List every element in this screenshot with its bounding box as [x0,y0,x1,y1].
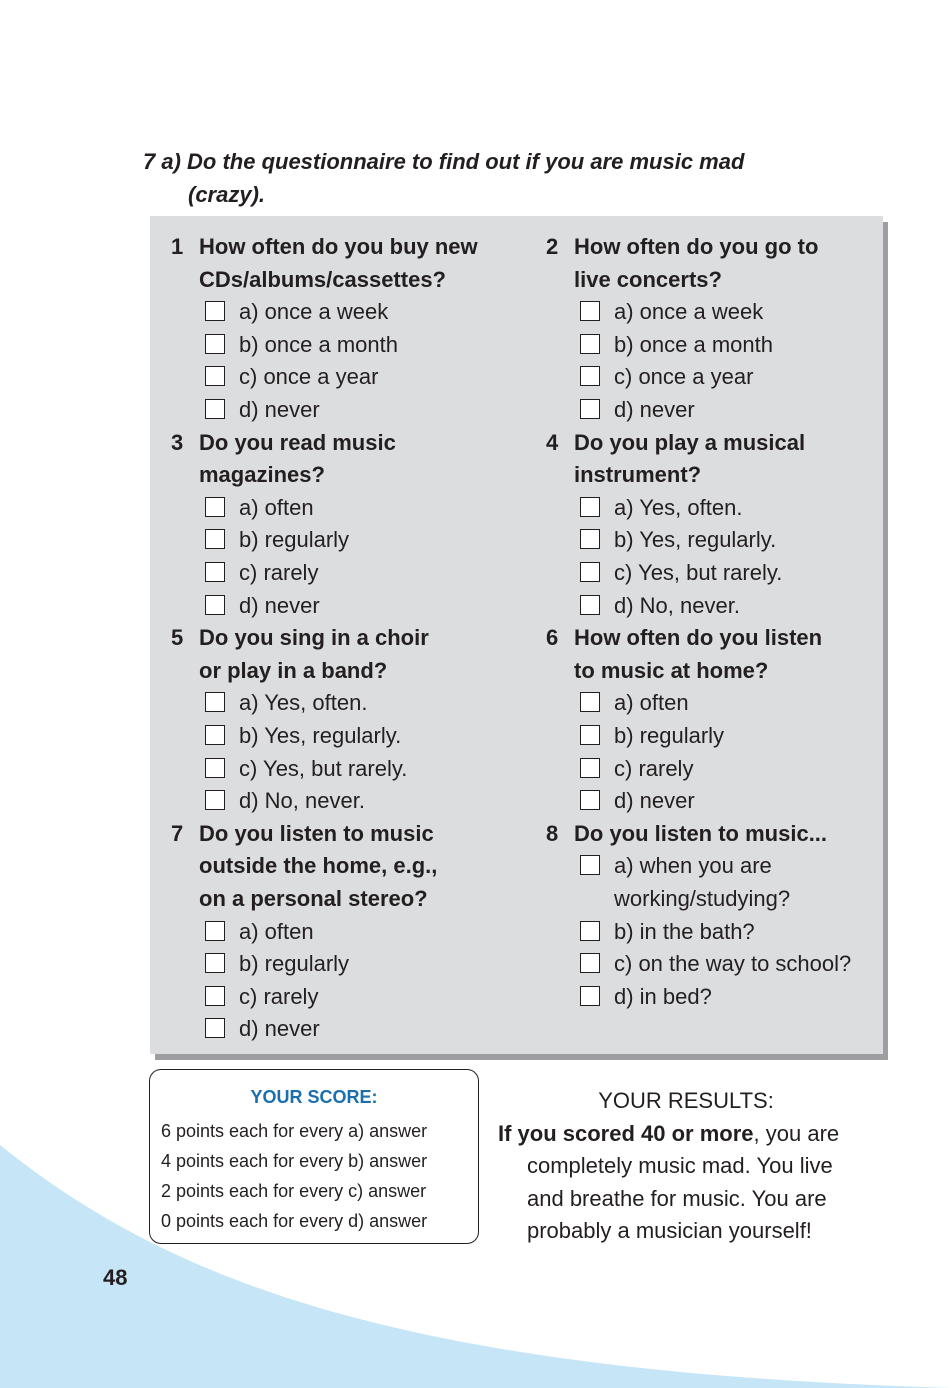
question-number: 3 [171,429,184,455]
checkbox[interactable] [205,1018,225,1038]
questionnaire-panel [150,216,883,1054]
question-text-line: How often do you buy new [199,234,478,259]
option-b[interactable] [171,948,437,981]
option-label: d) No, never. [614,592,740,618]
option-d[interactable] [171,1013,437,1046]
option-b[interactable] [171,524,396,557]
question-text-line: CDs/albums/cassettes? [199,266,446,292]
option-a[interactable] [171,296,478,329]
checkbox[interactable] [580,529,600,549]
option-a[interactable] [546,687,822,720]
question-text-line: Do you read music [199,429,396,455]
checkbox[interactable] [580,366,600,386]
option-label: a) Yes, often. [239,690,368,716]
checkbox[interactable] [205,497,225,517]
checkbox[interactable] [580,953,600,973]
option-label: c) Yes, but rarely. [239,755,408,781]
option-label: c) rarely [239,983,319,1009]
option-d[interactable] [171,590,396,623]
question-number: 4 [546,429,559,455]
page-number: 48 [103,1265,128,1290]
score-line: 0 points each for every d) answer [161,1211,428,1231]
question-text-line: Do you listen to music [199,820,434,846]
question-text-line: or play in a band? [199,657,388,683]
checkbox[interactable] [580,692,600,712]
question-text-line: How often do you listen [574,625,823,651]
results-text: and breathe for music. You are [527,1185,827,1211]
option-c[interactable] [546,753,822,786]
option-label: b) Yes, regularly. [614,527,777,553]
checkbox[interactable] [205,529,225,549]
option-label: a) once a week [239,299,389,325]
score-box [149,1069,479,1244]
question-number: 8 [546,820,559,846]
option-d[interactable] [546,394,818,427]
option-label: b) once a month [239,331,398,357]
results-section [498,1085,918,1248]
option-label: a) often [614,690,689,716]
question-1 [171,231,478,427]
option-label: b) in the bath? [614,918,755,944]
option-b[interactable] [546,329,818,362]
question-3 [171,427,396,623]
option-label: c) rarely [239,559,319,585]
question-text [574,427,805,492]
option-c[interactable] [546,557,805,590]
option-a[interactable] [546,850,851,915]
checkbox[interactable] [580,758,600,778]
checkbox[interactable] [205,301,225,321]
checkbox[interactable] [205,366,225,386]
question-text-line: on a personal stereo? [199,885,428,911]
option-a[interactable] [171,916,437,949]
option-label: b) Yes, regularly. [239,722,402,748]
checkbox[interactable] [205,399,225,419]
option-b[interactable] [546,720,822,753]
exercise-heading [143,145,863,211]
checkbox[interactable] [205,725,225,745]
checkbox[interactable] [580,921,600,941]
option-label: d) never [239,1016,320,1042]
option-label: c) on the way to school? [614,951,852,977]
question-text-line: magazines? [199,462,325,488]
option-label: d) No, never. [239,788,365,814]
checkbox[interactable] [580,399,600,419]
checkbox[interactable] [205,758,225,778]
checkbox[interactable] [580,334,600,354]
option-a[interactable] [546,492,805,525]
option-label: b) regularly [614,722,725,748]
option-c[interactable] [171,361,478,394]
checkbox[interactable] [205,790,225,810]
question-text [199,231,478,296]
option-a[interactable] [171,687,429,720]
question-2 [546,231,818,427]
question-number: 7 [171,820,184,846]
question-number: 5 [171,625,184,651]
option-a[interactable] [546,296,818,329]
option-label: d) never [239,592,320,618]
question-text-line: to music at home? [574,657,769,683]
heading-line-2: (crazy). [188,182,266,207]
score-line: 2 points each for every c) answer [161,1181,427,1201]
question-8 [546,818,851,1014]
option-label: c) once a year [239,364,379,390]
question-text-line: live concerts? [574,266,722,292]
option-b[interactable] [546,524,805,557]
question-number: 6 [546,625,559,651]
option-c[interactable] [171,981,437,1014]
question-text-line: Do you sing in a choir [199,625,429,651]
option-c[interactable] [171,557,396,590]
score-line: 6 points each for every a) answer [161,1121,428,1141]
option-label: b) regularly [239,527,350,553]
option-label: a) Yes, often. [614,494,743,520]
option-label: c) once a year [614,364,754,390]
option-label: c) Yes, but rarely. [614,559,783,585]
option-label: d) in bed? [614,983,712,1009]
checkbox[interactable] [205,921,225,941]
option-label-line-2: working/studying? [614,885,791,911]
question-text [199,622,429,687]
option-c[interactable] [546,361,818,394]
question-text [574,231,818,296]
question-number: 1 [171,234,184,259]
option-d[interactable] [546,785,822,818]
checkbox[interactable] [580,725,600,745]
option-c[interactable] [546,948,851,981]
option-b[interactable] [171,329,478,362]
question-text-line: How often do you go to [574,234,819,259]
option-a[interactable] [171,492,396,525]
question-text [574,818,851,851]
option-label: b) regularly [239,951,350,977]
option-b[interactable] [171,720,429,753]
question-4 [546,427,805,623]
option-label: a) once a week [614,299,764,325]
option-d[interactable] [546,981,851,1014]
option-label: a) often [239,918,314,944]
option-d[interactable] [171,394,478,427]
checkbox[interactable] [580,497,600,517]
results-text: , you are [753,1120,840,1146]
option-label: d) never [239,396,320,422]
option-label: b) once a month [614,331,773,357]
checkbox[interactable] [205,334,225,354]
question-7 [171,818,437,1046]
checkbox[interactable] [580,855,600,875]
results-title: YOUR RESULTS: [598,1088,774,1113]
results-bold-lead: If you scored 40 or more [498,1120,754,1146]
option-d[interactable] [171,785,429,818]
checkbox[interactable] [580,986,600,1006]
heading-line-1: 7 a) Do the questionnaire to find out if you are music mad [143,149,745,174]
results-text: probably a musician yourself! [527,1218,812,1244]
checkbox[interactable] [205,562,225,582]
checkbox[interactable] [580,595,600,615]
results-body [498,1118,918,1248]
checkbox[interactable] [580,301,600,321]
option-b[interactable] [546,916,851,949]
checkbox[interactable] [205,986,225,1006]
question-number: 2 [546,234,559,259]
option-label: c) rarely [614,755,694,781]
checkbox[interactable] [580,562,600,582]
question-text-line: outside the home, e.g., [199,853,438,879]
question-text [574,622,822,687]
checkbox[interactable] [205,595,225,615]
checkbox[interactable] [580,790,600,810]
option-label: d) never [614,788,695,814]
question-text [199,427,396,492]
option-label: a) often [239,494,314,520]
score-line: 4 points each for every b) answer [161,1151,428,1171]
question-text-line: instrument? [574,462,702,488]
option-label: d) never [614,396,695,422]
question-text [199,818,437,916]
results-text: completely music mad. You live [527,1153,833,1179]
option-c[interactable] [171,753,429,786]
question-text-line: Do you play a musical [574,429,806,455]
question-6 [546,622,822,818]
checkbox[interactable] [205,692,225,712]
score-title: YOUR SCORE: [250,1087,378,1107]
question-5 [171,622,429,818]
question-text-line: Do you listen to music... [574,820,828,846]
option-d[interactable] [546,590,805,623]
option-label: a) when you are [614,853,772,879]
checkbox[interactable] [205,953,225,973]
